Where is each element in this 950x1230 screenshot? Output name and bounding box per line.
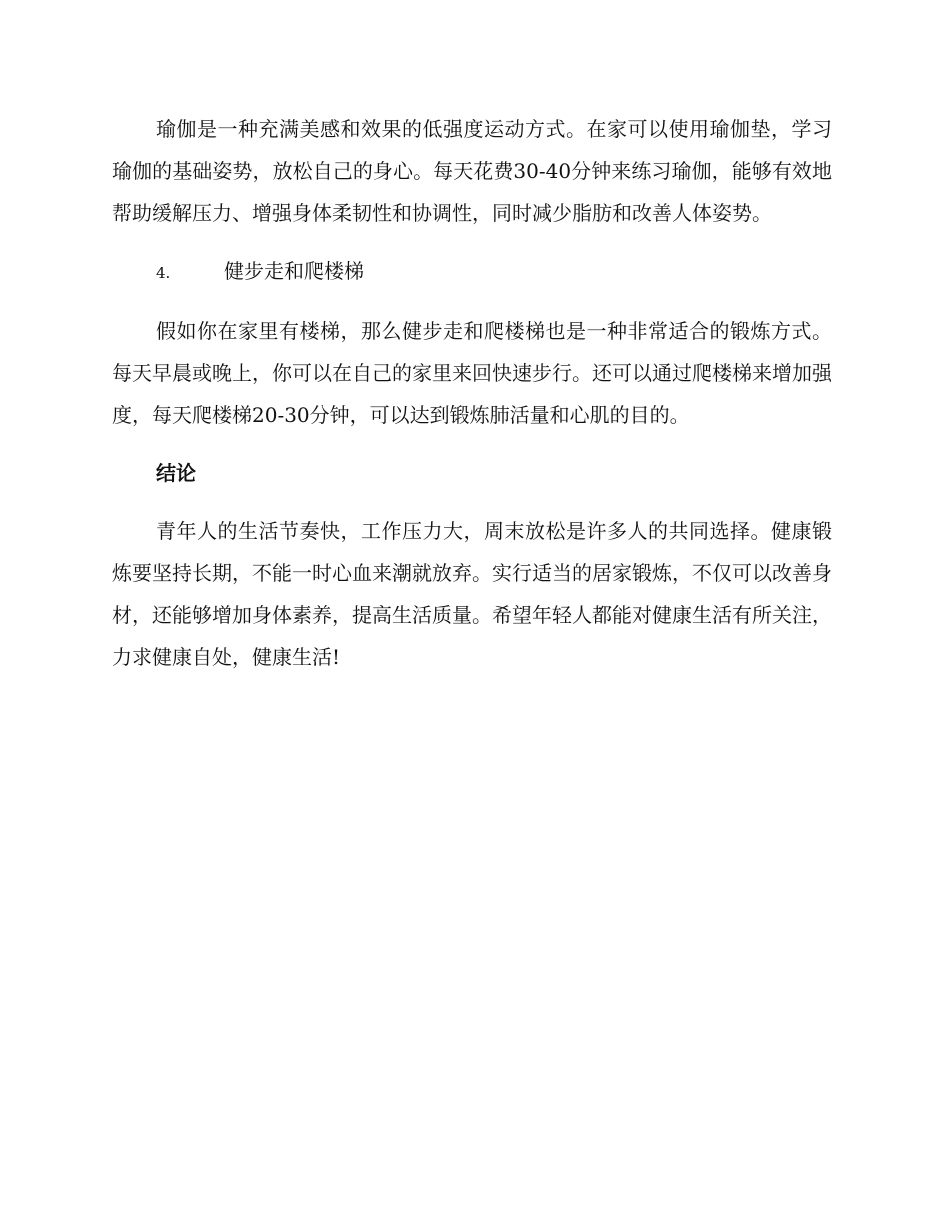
conclusion-heading: 结论 bbox=[156, 461, 196, 485]
list-item-walking bbox=[112, 250, 832, 294]
spacer bbox=[112, 234, 832, 250]
walking-paragraph: 假如你在家里有楼梯，那么健步走和爬楼梯也是一种非常适合的锻炼方式。每天早晨或晚上，你可以在自己的家里来回快速步行。还可以通过爬楼梯来增加强度，每天爬楼梯20-30分钟，可以达到锻炼肺活量和心肌的目的。 bbox=[112, 319, 832, 427]
conclusion-paragraph: 青年人的生活节奏快，工作压力大，周末放松是许多人的共同选择。健康锻炼要坚持长期，不能一时心血来潮就放弃。实行适当的居家锻炼，不仅可以改善身材，还能够增加身体素养，提高生活质量。希望年轻人都能对健康生活有所关注，力求健康自处，健康生活! bbox=[112, 519, 832, 669]
yoga-paragraph: 瑜伽是一种充满美感和效果的低强度运动方式。在家可以使用瑜伽垫，学习瑜伽的基础姿势，放松自己的身心。每天花费30-40分钟来练习瑜伽，能够有效地帮助缓解压力、增强身体柔韧性和协调性，同时减少脂肪和改善人体姿势。 bbox=[112, 117, 832, 225]
spacer bbox=[112, 494, 832, 510]
list-item-number: 4. bbox=[156, 264, 171, 282]
spacer bbox=[112, 436, 832, 452]
spacer bbox=[112, 294, 832, 310]
list-item-label: 健步走和爬楼梯 bbox=[224, 259, 364, 283]
